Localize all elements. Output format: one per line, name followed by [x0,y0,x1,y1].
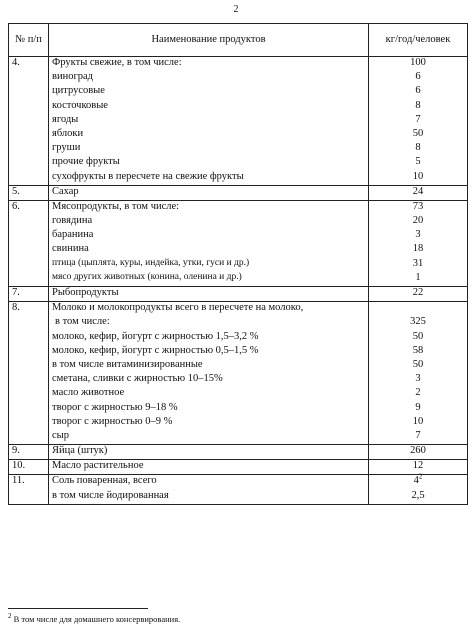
row-value-cell [369,445,468,460]
table-row [9,475,468,504]
item-value: 20 [412,215,424,227]
row-num: 7. [9,287,49,302]
row-title: Соль поваренная, всего [52,475,157,487]
item-value: 8 [415,142,421,154]
row-total-value: 260 [410,445,426,457]
footnote [8,614,180,624]
table-row [9,185,468,200]
item-name: баранина [52,229,94,241]
item-name: молоко, кефир, йогурт с жирностью 0,5–1,5 % [52,344,259,356]
row-num: 9. [9,445,49,460]
footnote-marker: 2 [8,612,12,621]
row-total-value: 22 [412,287,424,298]
table-row [9,460,468,475]
row-total-value: 24 [412,185,424,197]
item-value: 9 [415,401,421,413]
row-num: 6. [9,200,49,286]
row-num: 8. [9,302,49,445]
item-name: мясо других животных (конина, оленина и др.) [52,271,242,282]
item-value: 6 [415,71,421,83]
row-value-cell [369,287,468,302]
item-name: творог с жирностью 9–18 % [52,401,178,413]
item-name: масло животное [52,387,125,399]
row-name-cell [49,57,369,186]
item-value: 1 [415,271,421,283]
row-title-continuation: в том числе: [55,316,110,328]
item-value: 2 [415,387,421,399]
row-title: Мясопродукты, в том числе: [52,200,180,212]
table-row [9,445,468,460]
row-total-value: 12 [412,460,424,472]
row-title: Молоко и молокопродукты всего в пересчете на молоко, [52,302,304,314]
header-value: кг/год/человек [369,24,468,57]
item-name: ягоды [52,113,79,125]
row-total-value: 100 [410,57,426,68]
item-name: говядина [52,215,93,227]
row-total-value: 73 [412,200,424,212]
item-name: груши [52,142,81,154]
row-total-value: 325 [410,316,426,328]
item-name: птица (цыплята, куры, индейка, утки, гуси и др.) [52,257,250,268]
item-name: виноград [52,71,94,83]
row-name-cell [49,475,369,504]
row-name-cell [49,460,369,475]
row-name-cell [49,185,369,200]
footnote-divider [8,608,148,609]
table-header-row [9,24,468,57]
table-row [9,57,468,186]
item-name: молоко, кефир, йогурт с жирностью 1,5–3,2 % [52,330,259,342]
item-name: прочие фрукты [52,156,120,168]
row-total-value: 4 [413,475,419,487]
row-name-cell [49,445,369,460]
item-name: сыр [52,429,69,441]
row-total-value-with-footnote [372,472,464,489]
item-name: сухофрукты в пересчете на свежие фрукты [52,170,244,182]
item-value: 5 [415,156,421,168]
table-row [9,302,468,445]
row-value-cell [369,185,468,200]
item-value: 50 [412,127,424,139]
item-value: 8 [415,99,421,111]
item-value: 50 [412,358,424,370]
item-name: цитрусовые [52,85,105,97]
item-value: 31 [412,257,424,269]
item-value: 10 [412,415,424,427]
item-name: косточковые [52,99,108,111]
header-num: № п/п [9,24,49,57]
consumption-table [8,23,468,505]
footnote-reference[interactable]: 2 [418,472,423,481]
row-title: Сахар [52,185,79,197]
row-value-cell [369,200,468,286]
item-value: 6 [415,85,421,97]
table-row [9,287,468,302]
item-name: свинина [52,243,89,255]
item-value: 2,5 [411,489,425,501]
item-name: яблоки [52,127,84,139]
row-name-cell [49,287,369,302]
item-value: 58 [412,344,424,356]
spacer [372,302,464,316]
row-name-cell [49,302,369,445]
item-name: в том числе йодированная [52,489,169,501]
item-value: 7 [415,429,421,441]
row-value-cell [369,302,468,445]
row-title: Фрукты свежие, в том числе: [52,57,182,68]
row-value-cell [369,472,468,504]
item-value: 3 [415,229,421,241]
page-number: 2 [233,4,239,15]
header-name: Наименование продуктов [49,24,369,57]
item-name: в том числе витаминизированные [52,358,203,370]
row-num: 5. [9,185,49,200]
item-value: 18 [412,243,424,255]
row-value-cell [369,57,468,186]
footnote-text: В том числе для домашнего консервирования. [13,614,181,624]
item-value: 7 [415,113,421,125]
item-name: сметана, сливки с жирностью 10–15% [52,373,223,385]
item-name: творог с жирностью 0–9 % [52,415,173,427]
item-value: 10 [412,170,424,182]
row-num: 4. [9,57,49,186]
row-title: Рыбопродукты [52,287,119,298]
row-name-cell [49,200,369,286]
table-row [9,200,468,286]
row-title: Масло растительное [52,460,144,472]
item-value: 50 [412,330,424,342]
row-num: 10. [9,460,49,475]
row-num: 11. [9,475,49,504]
row-title: Яйца (штук) [52,445,108,457]
item-value: 3 [415,373,421,385]
